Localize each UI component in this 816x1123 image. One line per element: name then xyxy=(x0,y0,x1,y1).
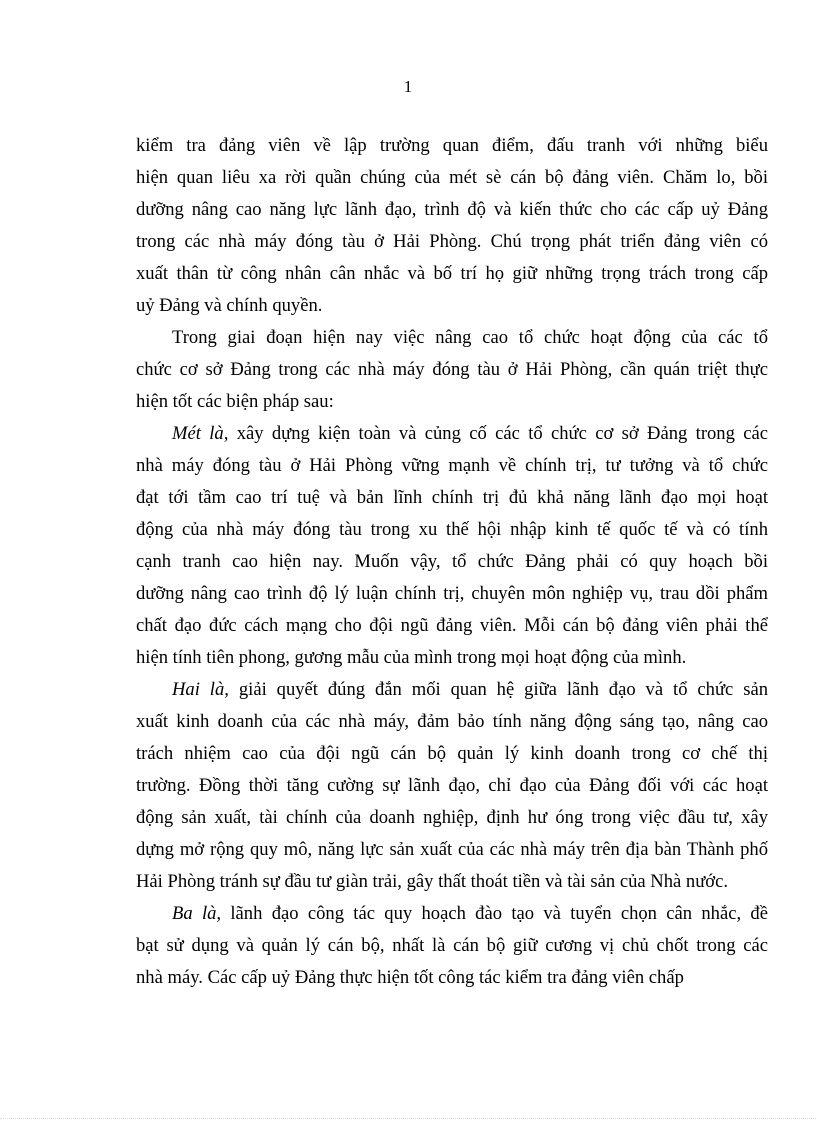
text-line: hiện tính tiên phong, gương mẫu của mình trong mọi hoạt động của mình. xyxy=(136,647,687,668)
text-line: uỷ Đảng và chính quyền. xyxy=(136,295,323,316)
text-line xyxy=(136,674,768,706)
text-line: hiện tốt các biện pháp sau: xyxy=(136,391,334,412)
text-line: xuất thân từ công nhân cân nhắc và bố trí họ giữ những trọng trách trong cấp xyxy=(136,263,768,284)
paragraph xyxy=(136,898,768,994)
text-line xyxy=(136,322,768,354)
text-line-content: giải quyết đúng đắn mối quan hệ giữa lãnh đạo và tổ chức sản xyxy=(228,679,768,700)
text-line: Hải Phòng tránh sự đầu tư giàn trải, gây thất thoát tiền và tài sản của Nhà nước. xyxy=(136,871,729,892)
paragraph-lead: Ba là, xyxy=(172,903,222,924)
text-line: dưỡng nâng cao trình độ lý luận chính trị, chuyên môn nghiệp vụ, trau dồi phẩm xyxy=(136,583,768,604)
paragraph-lead: Mét là, xyxy=(172,423,229,444)
text-line: trong các nhà máy đóng tàu ở Hải Phòng. Chú trọng phát triển đảng viên có xyxy=(136,231,768,252)
text-line: xuất kinh doanh của các nhà máy, đảm bảo tính năng động sáng tạo, nâng cao xyxy=(136,711,768,732)
text-line xyxy=(136,418,768,450)
text-line: động sản xuất, tài chính của doanh nghiệp, định hư óng trong việc đầu tư, xây xyxy=(136,807,768,828)
paragraph-lead: Hai là, xyxy=(172,679,229,700)
text-line-content: lãnh đạo công tác quy hoạch đào tạo và tuyển chọn cân nhắc, đề xyxy=(221,903,768,924)
text-line: đạt tới tầm cao trí tuệ và bản lĩnh chính trị đủ khả năng lãnh đạo mọi hoạt xyxy=(136,487,768,508)
page-number: 1 xyxy=(403,77,413,96)
text-line: dựng mở rộng quy mô, năng lực sản xuất của các nhà máy trên địa bàn Thành phố xyxy=(136,839,768,860)
paragraph xyxy=(136,130,768,322)
text-line-content: xây dựng kiện toàn và củng cố các tổ chức cơ sở Đảng trong các xyxy=(228,423,768,444)
text-line: cạnh tranh cao hiện nay. Muốn vậy, tổ chức Đảng phải có quy hoạch bồi xyxy=(136,551,768,572)
paragraph xyxy=(136,418,768,674)
text-line: dưỡng nâng cao năng lực lãnh đạo, trình độ và kiến thức cho các cấp uỷ Đảng xyxy=(136,199,768,220)
page-bottom-divider xyxy=(0,1118,816,1119)
text-line: nhà máy đóng tàu ở Hải Phòng vững mạnh về chính trị, tư tưởng và tổ chức xyxy=(136,455,768,476)
text-line: động của nhà máy đóng tàu trong xu thế hội nhập kinh tế quốc tế và có tính xyxy=(136,519,768,540)
text-line: bạt sử dụng và quản lý cán bộ, nhất là cán bộ giữ cương vị chủ chốt trong các xyxy=(136,935,768,956)
body-text xyxy=(136,130,768,994)
text-line: trách nhiệm cao của đội ngũ cán bộ quản lý kinh doanh trong cơ chế thị xyxy=(136,743,768,764)
text-line: kiểm tra đảng viên về lập trường quan điểm, đấu tranh với những biểu xyxy=(136,135,768,156)
text-line xyxy=(136,898,768,930)
text-line: chức cơ sở Đảng trong các nhà máy đóng tàu ở Hải Phòng, cần quán triệt thực xyxy=(136,359,768,380)
text-line-content: Trong giai đoạn hiện nay việc nâng cao tổ chức hoạt động của các tổ xyxy=(172,327,768,348)
text-line: chất đạo đức cách mạng cho đội ngũ đảng viên. Mỗi cán bộ đảng viên phải thể xyxy=(136,615,768,636)
text-line: trường. Đồng thời tăng cường sự lãnh đạo, chỉ đạo của Đảng đối với các hoạt xyxy=(136,775,768,796)
text-line: hiện quan liêu xa rời quần chúng của mét sè cán bộ đảng viên. Chăm lo, bồi xyxy=(136,167,768,188)
paragraph xyxy=(136,674,768,898)
paragraph xyxy=(136,322,768,418)
text-line: nhà máy. Các cấp uỷ Đảng thực hiện tốt công tác kiểm tra đảng viên chấp xyxy=(136,967,684,988)
